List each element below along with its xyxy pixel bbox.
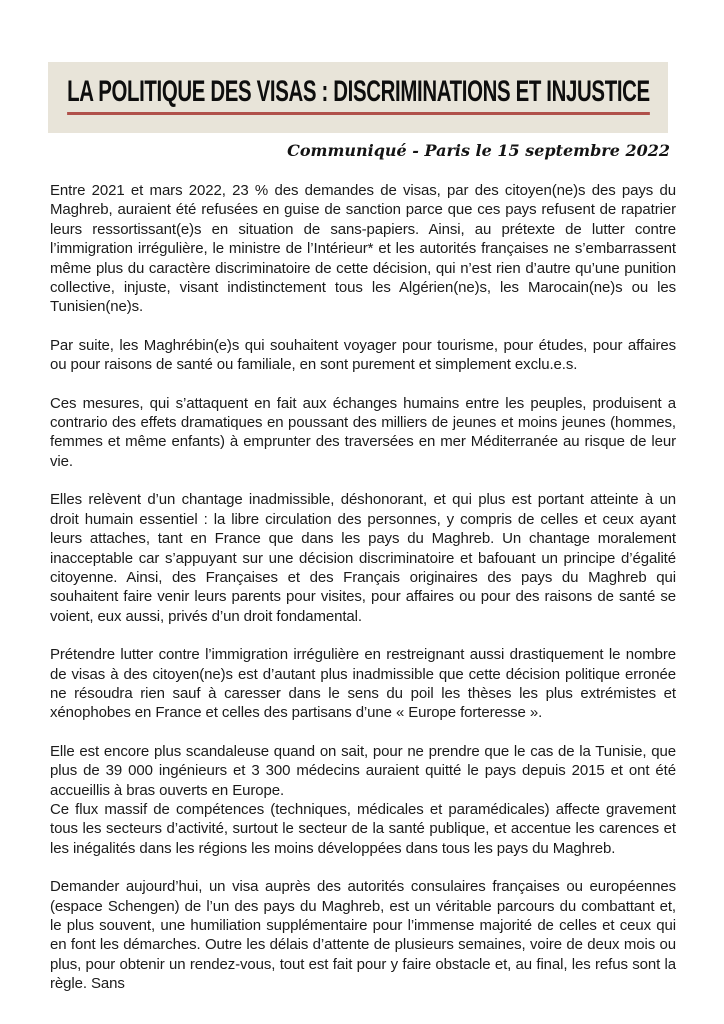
body-paragraph: Par suite, les Maghrébin(e)s qui souhaitent voyager pour tourisme, pour études, pour affaires ou pour raisons de santé ou familiale, en sont purement et simplement exclu.e.s. <box>50 336 676 374</box>
body-paragraph: Elle est encore plus scandaleuse quand on sait, pour ne prendre que le cas de la Tunisie, que plus de 39 000 ingénieurs et 3 300 médecins auraient quitté le pays depuis 2015 et ont été accueillis à bras ouverts en Europe. <box>50 742 676 799</box>
body-paragraph: Ce flux massif de compétences (techniques, médicales et paramédicales) affecte gravement tous les secteurs d’activité, surtout le secteur de la santé publique, et accentue les carences et les inégalités dans les régions les moins développées dans tous les pays du Maghreb. <box>50 800 676 857</box>
document-title: LA POLITIQUE DES VISAS : DISCRIMINATIONS ET INJUSTICE <box>67 75 650 115</box>
document-body <box>50 181 676 994</box>
body-paragraph: Demander aujourd’hui, un visa auprès des autorités consulaires françaises ou européennes (espace Schengen) de l’un des pays du Maghreb, est un véritable parcours du combattant et, le plus souvent, une humiliation supplémentaire pour l’immense majorité de celles et ceux qui en font les démarches. Outre les délais d’attente de plusieurs semaines, voire de deux mois ou plus, pour obtenir un rendez-vous, tout est fait pour y faire obstacle et, au final, les refus sont la règle. Sans <box>50 878 676 993</box>
body-paragraph: Elles relèvent d’un chantage inadmissible, déshonorant, et qui plus est portant atteinte à un droit humain essentiel : la libre circulation des personnes, y compris de celles et ceux ayant leurs attaches, tant en France que dans les pays du Maghreb. Un chantage moralement inacceptable car s’appuyant sur une décision discriminatoire et bafouant un principe d’égalité citoyenne. Ainsi, des Françaises et des Français originaires des pays du Maghreb qui souhaitent faire venir leurs parents pour visites, pour affaires ou pour des raisons de santé se voient, eux aussi, privés d’un droit fondamental. <box>50 491 676 625</box>
body-paragraph: Entre 2021 et mars 2022, 23 % des demandes de visas, par des citoyen(ne)s des pays du Maghreb, auraient été refusées en guise de sanction parce que ces pays refusent de rapatrier leurs ressortissant(e)s en situation de sans-papiers. Ainsi, au prétexte de lutter contre l’immigration irrégulière, le ministre de l’Intérieur* et les autorités françaises ne s’embarrassent même plus du caractère discriminatoire de cette décision, qui n’est rien d’autre qu’une punition collective, injuste, visant indistinctement tous les Algérien(ne)s, les Marocain(ne)s ou les Tunisien(ne)s. <box>50 182 676 316</box>
body-paragraph: Prétendre lutter contre l’immigration irrégulière en restreignant aussi drastiquement le nombre de visas à des citoyen(ne)s est d’autant plus inadmissible que cette décision politique erronée ne résoudra rien sauf à caresser dans le sens du poil les thèses les plus extrémistes et xénophobes en France et celles des partisans d’une « Europe forteresse ». <box>50 646 676 722</box>
dateline: Communiqué - Paris le 15 septembre 2022 <box>287 141 670 160</box>
body-paragraph: Ces mesures, qui s’attaquent en fait aux échanges humains entre les peuples, produisent a contrario des effets dramatiques en poussant des milliers de jeunes et moins jeunes (hommes, femmes et même enfants) à emprunter des traversées en mer Méditerranée au risque de leur vie. <box>50 394 676 470</box>
title-banner <box>48 62 668 133</box>
title-wrapper <box>67 75 650 115</box>
